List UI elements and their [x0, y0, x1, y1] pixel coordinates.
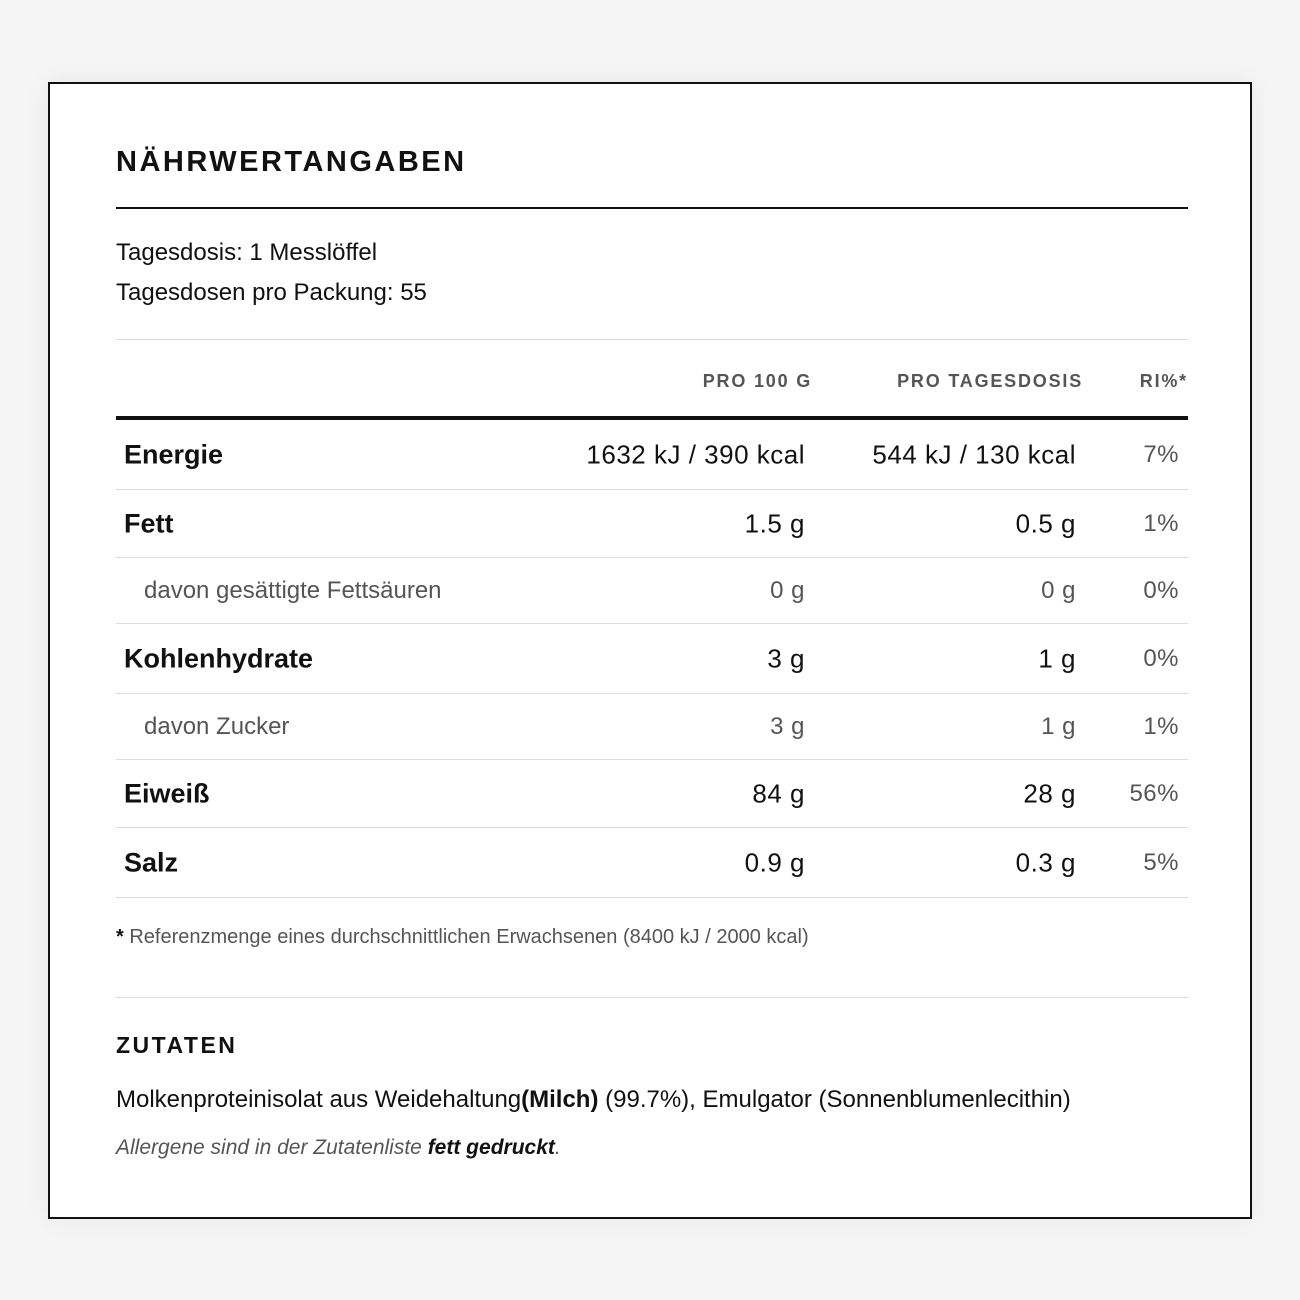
nutrition-card	[48, 82, 1252, 1219]
table-row	[116, 760, 1188, 828]
row-value-per-100g: 0 g	[770, 576, 805, 604]
row-label: davon gesättigte Fettsäuren	[144, 576, 442, 604]
ingredients-text-rest: (99.7%), Emulgator (Sonnenblumenlecithin)	[598, 1086, 1071, 1113]
ingredients-title: ZUTATEN	[116, 1032, 238, 1058]
row-label: Salz	[124, 847, 179, 877]
row-value-per-dose: 544 kJ / 130 kcal	[872, 439, 1076, 469]
row-value-per-dose: 1 g	[1041, 712, 1076, 740]
row-value-ri: 1%	[1143, 509, 1179, 537]
allergen-note	[116, 1136, 561, 1160]
footnote-text: Referenzmenge eines durchschnittlichen Erwachsenen (8400 kJ / 2000 kcal)	[129, 926, 809, 948]
row-label: Kohlenhydrate	[124, 643, 314, 673]
nutrition-table	[116, 420, 1188, 898]
allergen-note-bold: fett gedruckt	[427, 1136, 555, 1159]
row-value-per-100g: 3 g	[767, 643, 805, 673]
footnote-star: *	[116, 926, 124, 948]
row-label: Energie	[124, 439, 224, 469]
ri-footnote	[116, 926, 809, 949]
row-value-ri: 0%	[1143, 576, 1179, 604]
ingredients-list	[116, 1086, 1071, 1114]
daily-dose: Tagesdosis: 1 Messlöffel	[116, 239, 378, 266]
nutrition-title: NÄHRWERTANGABEN	[116, 146, 467, 178]
table-row	[116, 558, 1188, 624]
column-header-ri: RI%*	[1139, 371, 1188, 391]
table-row	[116, 694, 1188, 760]
table-row	[116, 490, 1188, 558]
row-value-ri: 1%	[1143, 712, 1179, 740]
doses-per-pack: Tagesdosen pro Packung: 55	[116, 279, 427, 306]
row-value-ri: 5%	[1143, 848, 1179, 876]
ingredients-text: Molkenproteinisolat aus Weidehaltung	[116, 1086, 522, 1113]
allergen-note-text: Allergene sind in der Zutatenliste	[116, 1136, 428, 1159]
ingredients-divider	[116, 997, 1188, 998]
row-value-ri: 56%	[1129, 779, 1179, 807]
table-row	[116, 828, 1188, 898]
row-value-ri: 0%	[1143, 644, 1179, 672]
row-value-ri: 7%	[1143, 440, 1179, 468]
row-value-per-dose: 28 g	[1023, 778, 1076, 808]
row-value-per-dose: 0.5 g	[1015, 508, 1076, 538]
dose-divider	[116, 339, 1188, 340]
row-value-per-100g: 0.9 g	[744, 847, 805, 877]
row-value-per-100g: 84 g	[752, 778, 805, 808]
row-label: davon Zucker	[144, 712, 290, 740]
row-label: Eiweiß	[124, 778, 210, 808]
row-value-per-100g: 1632 kJ / 390 kcal	[586, 439, 805, 469]
row-value-per-100g: 1.5 g	[744, 508, 805, 538]
title-divider	[116, 207, 1188, 209]
table-row	[116, 420, 1188, 490]
row-value-per-100g: 3 g	[770, 712, 805, 740]
table-row	[116, 624, 1188, 694]
allergen-highlight: (Milch)	[521, 1086, 599, 1113]
column-header-per-100g: PRO 100 G	[702, 371, 812, 391]
column-header-per-dose: PRO TAGESDOSIS	[897, 371, 1083, 391]
row-label: Fett	[124, 508, 174, 538]
row-value-per-dose: 0 g	[1041, 576, 1076, 604]
row-value-per-dose: 1 g	[1038, 643, 1076, 673]
allergen-note-end: .	[554, 1136, 561, 1159]
row-value-per-dose: 0.3 g	[1015, 847, 1076, 877]
